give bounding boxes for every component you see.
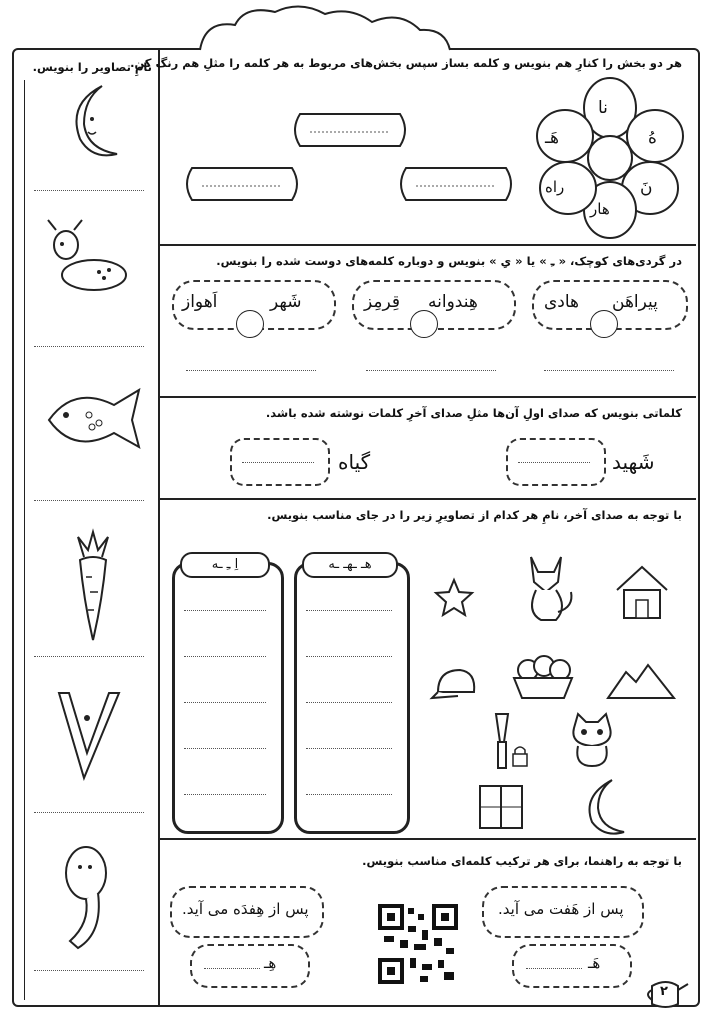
petal-5: راه	[545, 178, 565, 196]
pair-1-left-word: اَهواز	[182, 292, 218, 312]
section-4	[160, 498, 696, 840]
sound-column-left-header: اِ ـِ ـه	[180, 552, 270, 578]
hint-left-text: پس از هِفدَه می آید.	[182, 900, 309, 918]
right-col-line-1[interactable]	[306, 610, 392, 611]
petal-6: هَـ	[545, 128, 559, 148]
pair-1-join-circle[interactable]	[236, 310, 264, 338]
fish-icon	[44, 385, 144, 455]
page-number: ۲	[660, 984, 668, 999]
left-col-line-1[interactable]	[184, 610, 266, 611]
section-2	[160, 244, 696, 398]
deer-icon	[44, 220, 134, 300]
star-icon	[434, 578, 474, 618]
answer-line-carrot[interactable]	[34, 656, 144, 657]
left-col-line-4[interactable]	[184, 748, 266, 749]
sound-column-right-header: هـ ـهـ ـه	[302, 552, 398, 578]
answer-line-moon[interactable]	[34, 190, 144, 191]
answer-line-deer[interactable]	[34, 346, 144, 347]
flower-diagram	[530, 78, 690, 238]
number-nine-icon	[58, 843, 118, 953]
scroll-box-left[interactable]	[182, 162, 302, 206]
petal-3: نَ	[640, 178, 653, 198]
answer-left-combo-line	[204, 968, 260, 969]
petal-1: نا	[598, 98, 608, 118]
answer-box-left-combo[interactable]	[190, 944, 310, 988]
mountain-icon	[606, 660, 676, 700]
right-col-line-4[interactable]	[306, 748, 392, 749]
window-icon	[478, 784, 524, 830]
pair-3-join-circle[interactable]	[590, 310, 618, 338]
pair-2-answer-line[interactable]	[366, 370, 496, 371]
section-5	[160, 838, 696, 1006]
pair-1-answer-line[interactable]	[186, 370, 316, 371]
petal-2: هُ	[648, 128, 657, 148]
left-col-line-2[interactable]	[184, 656, 266, 657]
left-col-line-3[interactable]	[184, 702, 266, 703]
pair-2-left-word: قِرمِز	[364, 292, 400, 312]
qr-code-icon[interactable]	[378, 904, 458, 984]
answer-line-nine[interactable]	[34, 970, 144, 971]
answer-right-combo-line	[526, 968, 582, 969]
section-1-instruction: هر دو بخش را کنارِ هم بنویس و کلمه بساز سپس بخش‌های مربوط به هر کلمه را مثلِ هم رنگ کن.	[130, 56, 682, 70]
pair-3-right-word: پیراهَن	[612, 292, 658, 312]
section-3	[160, 396, 696, 500]
petal-4: هار	[590, 200, 610, 218]
word-shahid: شَهید	[612, 450, 655, 474]
section-1	[130, 50, 696, 245]
answer-box-right-line	[518, 462, 590, 463]
fox-icon	[516, 552, 576, 622]
section-2-instruction: در گردی‌های کوچک، « ـِ » یا « یِ » بنویس و دوباره کلمه‌های دوست شده را بنویس.	[216, 254, 682, 268]
word-giyah: گیاه	[338, 450, 371, 474]
left-col-line-5[interactable]	[184, 794, 266, 795]
carrot-icon	[68, 532, 118, 642]
moon-small-icon	[578, 778, 628, 838]
section-3-instruction: کلماتی بنویس که صدای اولِ آن‌ها مثلِ صدای آخرِ کلمات نوشته شده باشد.	[265, 406, 682, 420]
section-5-instruction: با توجه به راهنما، برای هر ترکیب کلمه‌ای مناسب بنویس.	[362, 854, 682, 868]
answer-line-shape[interactable]	[34, 812, 144, 813]
answer-right-prefix: هَـ	[588, 954, 601, 972]
pair-1-right-word: شَهر	[270, 292, 302, 312]
scroll-box-top[interactable]	[290, 108, 410, 152]
pair-3-answer-line[interactable]	[544, 370, 674, 371]
right-col-line-2[interactable]	[306, 656, 392, 657]
scroll-box-right[interactable]	[396, 162, 516, 206]
answer-box-left-line	[242, 462, 314, 463]
cap-icon	[430, 664, 480, 704]
answer-left-prefix: هِـ	[264, 954, 277, 972]
right-col-line-3[interactable]	[306, 702, 392, 703]
answer-box-right-combo[interactable]	[512, 944, 632, 988]
letter-shape-icon	[54, 688, 124, 788]
hint-right-text: پس از هَفت می آید.	[498, 900, 624, 918]
sidebar	[14, 50, 158, 1000]
answer-line-fish[interactable]	[34, 500, 144, 501]
house-icon	[612, 562, 672, 622]
moon-icon	[62, 84, 122, 164]
right-col-line-5[interactable]	[306, 794, 392, 795]
kitten-icon	[564, 710, 620, 770]
pair-2-right-word: هِندوانه	[428, 292, 478, 312]
pair-3-left-word: هادی	[544, 292, 580, 312]
padlock-icon	[510, 744, 530, 768]
pair-2-join-circle[interactable]	[410, 310, 438, 338]
section-4-instruction: با توجه به صدای آخر، نامِ هر کدام از تصاویرِ زیر را در جای مناسب بنویس.	[267, 508, 682, 522]
fruit-basket-icon	[510, 652, 576, 702]
sidebar-title: نامِ تصاویر را بنویس.	[32, 60, 152, 74]
